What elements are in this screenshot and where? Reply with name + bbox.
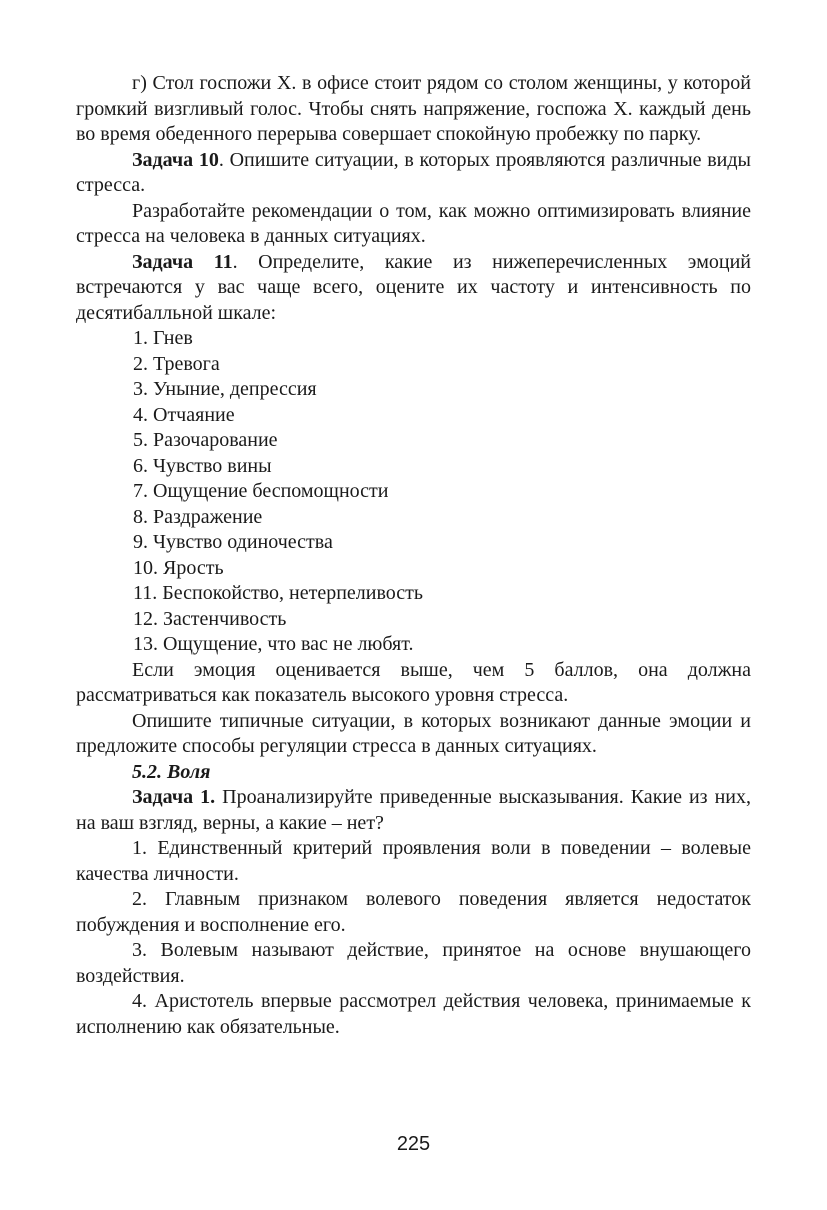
task-10-text: . Опишите ситуации, в которых проявляются различные виды стресса. (76, 148, 751, 196)
list-item: 2. Тревога (133, 352, 220, 375)
page-number: 225 (396, 1133, 431, 1155)
paragraph-g-item: г) Стол госпожи Х. в офисе стоит рядом со столом женщины, у которой громкий визгливый голос. Чтобы снять напряжение, госпожа Х. каждый день во время обеденного перерыва совершает спокойную пробежку по парку. (76, 72, 751, 145)
list-item: 10. Ярость (133, 556, 224, 579)
task-11-label: Задача 11 (132, 250, 233, 273)
statement-paragraph: 3. Волевым называют действие, принятое на основе внушающего воздействия. (76, 939, 751, 987)
emotions-list (76, 326, 751, 658)
task-10-label: Задача 10 (132, 148, 219, 171)
list-item: 12. Застенчивость (133, 607, 287, 630)
statement-paragraph: 2. Главным признаком волевого поведения является недостаток побуждения и восполнение его. (76, 888, 751, 936)
section-title: 5.2. Воля (132, 760, 211, 783)
section-task-1-text: Проанализируйте приведенные высказывания. Какие из них, на ваш взгляд, верны, а какие – нет? (76, 786, 751, 834)
page-text (76, 71, 751, 1040)
list-item: 3. Уныние, депрессия (133, 378, 317, 400)
task-10-paragraph (76, 148, 751, 199)
task-11-text: . Определите, какие из нижеперечисленных эмоций встречаются у вас чаще всего, оцените их частоту и интенсивность по десятибалльной шкале: (76, 250, 751, 324)
score-note-paragraph: Если эмоция оценивается выше, чем 5 баллов, она должна рассматриваться как показатель высокого уровня стресса. (76, 658, 751, 706)
statement-paragraph: 4. Аристотель впервые рассмотрел действия человека, принимаемые к исполнению как обязательные. (76, 990, 751, 1038)
list-item: 5. Разочарование (133, 429, 278, 451)
list-item: 13. Ощущение, что вас не любят. (133, 633, 414, 655)
section-task-1-paragraph (76, 785, 751, 836)
list-item: 4. Отчаяние (133, 403, 235, 426)
list-item: 8. Раздражение (133, 505, 263, 528)
section-task-1-label: Задача 1. (132, 786, 216, 808)
list-item: 1. Гнев (133, 327, 193, 349)
list-item: 7. Ощущение беспомощности (133, 480, 389, 502)
describe-paragraph: Опишите типичные ситуации, в которых возникают данные эмоции и предложите способы регуляции стресса в данных ситуациях. (76, 709, 751, 757)
list-item: 11. Беспокойство, нетерпеливость (133, 582, 424, 604)
list-item: 9. Чувство одиночества (133, 531, 333, 553)
task-10-recommendation: Разработайте рекомендации о том, как можно оптимизировать влияние стресса на человека в данных ситуациях. (76, 199, 751, 247)
task-11-paragraph (76, 250, 751, 327)
list-item: 6. Чувство вины (133, 454, 272, 477)
statement-paragraph: 1. Единственный критерий проявления воли в поведении – волевые качества личности. (76, 837, 751, 885)
